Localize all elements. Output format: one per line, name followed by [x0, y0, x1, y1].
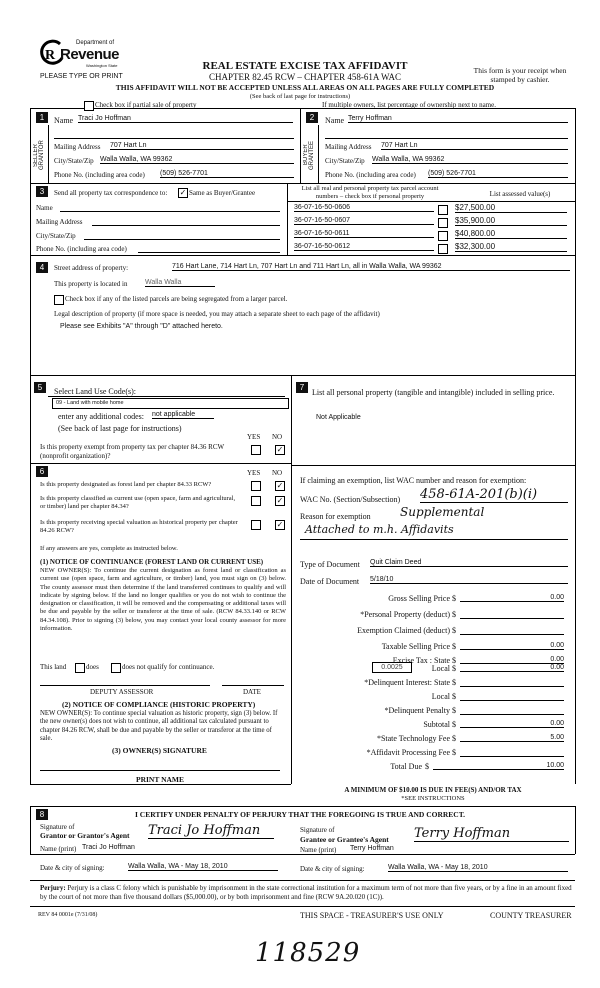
does-not-label: does not qualify for continuance. [122, 663, 215, 671]
does-not-checkbox[interactable] [111, 663, 121, 673]
located-label: This property is located in [54, 280, 128, 288]
same-as-buyer-checkbox[interactable]: ✓ [179, 188, 187, 197]
grantee-sig-of: Signature of [300, 826, 335, 834]
form-chapter: CHAPTER 82.45 RCW – CHAPTER 458-61A WAC [209, 72, 401, 82]
corr-name-label: Name [36, 204, 53, 212]
tax-label: Gross Selling Price [388, 594, 450, 603]
doc-date-label: Date of Document [300, 577, 360, 586]
compliance-text: NEW OWNER(S): To continue special valuation as historic property, sign (3) below. If the new owner(s) does not wish to continue, all additional tax calculated pursuant to chapter 84.26 RCW, shall be due and payable by the seller or transferor at the time of sale. [40, 710, 278, 742]
see-instructions: *SEE INSTRUCTIONS [401, 795, 465, 802]
seller-mailing[interactable]: 707 Hart Ln [110, 142, 294, 150]
reason-label: Reason for exemption [300, 512, 371, 521]
does-checkbox[interactable] [75, 663, 85, 673]
doc-type[interactable]: Quit Claim Deed [370, 559, 568, 567]
tax-value[interactable] [460, 678, 564, 687]
logo-main: Revenue [60, 46, 120, 63]
no-label-6: NO [272, 469, 283, 477]
tax-value[interactable] [460, 706, 564, 715]
exemption-label: If claiming an exemption, list WAC number and reason for exemption: [300, 476, 527, 485]
dollar-sign: $ [452, 720, 456, 729]
tax-label: Exemption Claimed (deduct) [357, 626, 450, 635]
dollar-sign: $ [452, 748, 456, 757]
partial-sale-checkbox[interactable] [84, 101, 94, 111]
grantee-date-city-label: Date & city of signing: [300, 865, 365, 873]
dollar-sign: $ [452, 706, 456, 715]
assessed-value[interactable]: $40,800.00 [455, 229, 567, 239]
continuance-title: (1) NOTICE OF CONTINUANCE (FOREST LAND OR CURRENT USE) [40, 558, 264, 566]
send-correspondence-label: Send all property tax correspondence to: [54, 189, 168, 197]
owner-signature-label: (3) OWNER(S) SIGNATURE [112, 746, 207, 755]
form-title: REAL ESTATE EXCISE TAX AFFIDAVIT [202, 60, 408, 72]
current-use-question: Is this property classified as current use (open space, farm and agricultural, or timber) land per chapter 84.34? [40, 495, 236, 510]
deputy-assessor-label: DEPUTY ASSESSOR [90, 688, 154, 696]
historic-yes-checkbox[interactable] [251, 520, 261, 530]
seller-phone-label: Phone No. (including area code) [54, 171, 145, 179]
grantee-signature[interactable]: Terry Hoffman [414, 826, 569, 842]
personal-property-checkbox[interactable] [438, 205, 448, 215]
seller-city-label: City/State/Zip [54, 157, 94, 165]
value-header: List assessed value(s) [489, 190, 551, 198]
grantor-name-label: Name (print) [40, 845, 77, 853]
forest-no-checkbox[interactable]: ✓ [276, 481, 284, 490]
section-3-number: 3 [36, 186, 48, 197]
tax-value[interactable] [460, 692, 564, 701]
assessed-value[interactable]: $32,300.00 [455, 242, 567, 252]
buyer-phone-label: Phone No. (including area code) [325, 171, 416, 179]
street-label: Street address of property: [54, 264, 129, 272]
dollar-sign: $ [452, 734, 456, 743]
date-label: DATE [243, 688, 261, 696]
dollar-sign: $ [452, 642, 456, 651]
land-use-label: Select Land Use Code(s): [54, 387, 136, 396]
buyer-city[interactable]: Walla Walla, WA 99362 [372, 156, 568, 164]
assessed-value[interactable]: $35,900.00 [455, 216, 567, 226]
forest-question: Is this property designated as forest land per chapter 84.33 RCW? [40, 481, 212, 488]
legal-label: Legal description of property (if more space is needed, you may attach a separate sheet to each page of the affidavit) [54, 310, 380, 318]
dollar-sign: $ [452, 664, 456, 673]
dollar-sign: $ [452, 594, 456, 603]
seller-mailing-label: Mailing Address [54, 143, 101, 151]
does-label: does [86, 663, 99, 671]
assessed-value[interactable]: $27,500.00 [455, 203, 567, 213]
multiple-owners-note: If multiple owners, list percentage of ownership next to name. [322, 101, 496, 109]
seller-city[interactable]: Walla Walla, WA 99362 [100, 156, 294, 164]
perjury-notice [40, 884, 572, 902]
please-type: PLEASE TYPE OR PRINT [40, 73, 123, 80]
dollar-sign: $ [452, 678, 456, 687]
additional-codes-label: enter any additional codes: [58, 412, 144, 421]
treasurer-use-only: THIS SPACE - TREASURER'S USE ONLY [300, 911, 444, 920]
seller-phone[interactable]: (509) 526-7701 [160, 170, 294, 178]
tax-value[interactable] [460, 626, 564, 635]
segregated-label: Check box if any of the listed parcels are being segregated from a larger parcel. [65, 295, 288, 303]
tax-value[interactable]: 0.00 [460, 664, 564, 672]
dollar-sign: $ [425, 762, 429, 771]
county-treasurer: COUNTY TREASURER [490, 911, 572, 920]
tax-value[interactable]: 10.00 [433, 762, 564, 770]
buyer-city-label: City/State/Zip [325, 157, 365, 165]
compliance-title: (2) NOTICE OF COMPLIANCE (HISTORIC PROPERTY) [62, 700, 256, 709]
logo-top: Department of [76, 40, 115, 46]
grantor-date-city[interactable]: Walla Walla, WA - May 18, 2010 [128, 863, 278, 871]
grantor-agent-label: Grantor or Grantor's Agent [40, 831, 130, 840]
tax-label: *State Technology Fee [376, 734, 450, 743]
parcel-number[interactable]: 36-07-16-50-0606 [294, 204, 434, 212]
dollar-sign: $ [452, 626, 456, 635]
tax-label: *Affidavit Processing Fee [366, 748, 450, 757]
corr-mailing-label: Mailing Address [36, 218, 83, 226]
same-as-buyer-label: Same as Buyer/Grantee [189, 189, 256, 197]
personal-property-checkbox[interactable] [438, 218, 448, 228]
parcel-header: List all real and personal property tax parcel account numbers – check box if personal property [301, 185, 439, 200]
tax-label: Subtotal [423, 720, 450, 729]
section-2-number: 2 [306, 112, 318, 123]
form-notice: THIS AFFIDAVIT WILL NOT BE ACCEPTED UNLESS ALL AREAS ON ALL PAGES ARE FULLY COMPLETED [115, 83, 495, 92]
tax-label: Taxable Selling Price [381, 642, 450, 651]
tax-value[interactable]: 0.00 [460, 720, 564, 728]
if-yes-note: If any answers are yes, complete as instructed below. [40, 545, 178, 552]
no-label: NO [272, 433, 283, 441]
reason-line2[interactable]: Attached to m.h. Affidavits [305, 523, 454, 536]
tax-label: *Personal Property (deduct) [360, 610, 450, 619]
wac-number[interactable]: 458-61A-201(b)(i) [420, 487, 568, 503]
buyer-mailing-label: Mailing Address [325, 143, 372, 151]
tax-label: Local [431, 692, 450, 701]
section-7-number: 7 [296, 382, 308, 393]
corr-city-label: City/State/Zip [36, 232, 76, 240]
forest-yes-checkbox[interactable] [251, 481, 261, 491]
tax-value[interactable]: 5.00 [460, 734, 564, 742]
legal-description[interactable]: Please see Exhibits "A" through "D" attached hereto. [60, 323, 223, 330]
perjury-text: Perjury is a class C felony which is punishable by imprisonment in the state correctional institution for a maximum term of not more than five years, or by a fine in an amount fixed by the court of not more than five thousand dollars ($5,000.00), or by both imprisonment and fine (RCW 9A.20.020 (1C)). [40, 884, 572, 901]
buyer-mailing[interactable]: 707 Hart Ln [381, 142, 568, 150]
print-name-label: PRINT NAME [136, 775, 184, 784]
tax-label: Excise Tax : State [392, 656, 450, 665]
seller-name[interactable]: Traci Jo Hoffman [78, 115, 293, 123]
section-6-number: 6 [36, 466, 48, 477]
historic-question: Is this property receiving special valuation as historical property per chapter 84.26 RCW? [40, 519, 238, 534]
section-4-number: 4 [36, 262, 48, 273]
svg-text:R: R [45, 48, 56, 63]
grantor-sig-of: Signature of [40, 823, 75, 831]
form-number: REV 84 0001e (7/31/08) [38, 912, 98, 918]
revenue-logo [38, 38, 128, 68]
current-use-no-checkbox[interactable]: ✓ [276, 496, 284, 505]
wac-label: WAC No. (Section/Subsection) [300, 495, 401, 504]
continuance-text: NEW OWNER(S): To continue the current designation as forest land or classification as current use (open space, farm and agriculture, or timber) land, you must sign on (3) below. The county assessor must then determine if the land transferred continues to qualify and will indicate by signing below. If the land no longer qualifies or you do not wish to continue the designation or classification, it will be removed and the compensating or additional taxes will be due and payable by the seller or transferor at the time of sale. (RCW 84.33.140 or RCW 84.34.108). Prior to signing (3) below, you may contact your local county assessor for more information. [40, 567, 286, 633]
tax-value[interactable]: 0.00 [460, 642, 564, 650]
land-use-see-back: (See back of last page for instructions) [58, 424, 182, 433]
personal-property-value[interactable]: Not Applicable [316, 414, 361, 421]
tax-value[interactable]: 0.00 [460, 656, 564, 664]
personal-property-label: List all personal property (tangible and intangible) included in selling price. [312, 388, 555, 397]
land-use-select[interactable]: 09 - Land with mobile home [52, 398, 289, 409]
buyer-name[interactable]: Terry Hoffman [348, 115, 568, 123]
doc-type-label: Type of Document [300, 560, 360, 569]
additional-codes[interactable]: not applicable [152, 411, 214, 419]
tax-label: *Delinquent Interest: State [364, 678, 450, 687]
dollar-sign: $ [452, 692, 456, 701]
tax-value[interactable]: 0.00 [460, 594, 564, 602]
yes-label-6: YES [247, 469, 261, 477]
personal-property-checkbox[interactable] [438, 231, 448, 241]
local-rate[interactable]: 0.0025 [372, 662, 412, 673]
grantor-name[interactable]: Traci Jo Hoffman [82, 844, 135, 851]
logo-sub: Washington State [86, 63, 118, 68]
parcel-number[interactable]: 36-07-16-50-0607 [294, 217, 434, 225]
grantor-date-city-label: Date & city of signing: [40, 864, 105, 872]
current-use-yes-checkbox[interactable] [251, 496, 261, 506]
section-5-number: 5 [34, 382, 46, 393]
exempt-no-checkbox[interactable]: ✓ [276, 445, 284, 454]
located-county[interactable]: Walla Walla [145, 279, 215, 287]
segregated-checkbox[interactable] [54, 295, 64, 305]
tax-label: Total Due [390, 762, 422, 771]
grantee-agent-label: Grantee or Grantee's Agent [300, 835, 389, 844]
dollar-sign: $ [452, 656, 456, 665]
tax-label: *Delinquent Penalty [384, 706, 450, 715]
tax-value[interactable] [460, 748, 564, 757]
section-1-number: 1 [36, 112, 48, 123]
exempt-yes-checkbox[interactable] [251, 445, 261, 455]
partial-sale-label: Check box if partial sale of property [95, 101, 197, 109]
reason-line1[interactable]: Supplemental [400, 505, 485, 519]
buyer-phone[interactable]: (509) 526-7701 [428, 170, 568, 178]
street-address[interactable]: 716 Hart Lane, 714 Hart Ln, 707 Hart Ln and 711 Hart Ln, all in Walla Walla, WA 99362 [172, 263, 570, 271]
seller-name-label: Name [54, 116, 74, 125]
dollar-sign: $ [452, 610, 456, 619]
doc-date[interactable]: 5/18/10 [370, 576, 568, 584]
this-land-label: This land [40, 663, 67, 671]
exempt-question: Is this property exempt from property tax per chapter 84.36 RCW (nonprofit organization)? [40, 443, 224, 460]
minimum-due: A MINIMUM OF $10.00 IS DUE IN FEE(S) AND/OR TAX [344, 786, 522, 794]
certify-statement: I CERTIFY UNDER PENALTY OF PERJURY THAT THE FOREGOING IS TRUE AND CORRECT. [135, 810, 466, 819]
parcel-number[interactable]: 36-07-16-50-0612 [294, 243, 434, 251]
receipt-note: This form is your receipt when stamped by cashier. [473, 66, 567, 84]
grantee-name[interactable]: Terry Hoffman [350, 845, 394, 852]
tax-label: Local [431, 664, 450, 673]
buyer-side-label: BUYER GRANTEE [303, 140, 315, 170]
tax-value[interactable] [460, 610, 564, 619]
yes-label: YES [247, 433, 261, 441]
historic-no-checkbox[interactable]: ✓ [276, 520, 284, 529]
section-8-number: 8 [36, 809, 48, 820]
see-back: (See back of last page for instructions) [249, 93, 351, 100]
parcel-number[interactable]: 36-07-16-50-0611 [294, 230, 434, 238]
grantee-name-label: Name (print) [300, 846, 337, 854]
personal-property-checkbox[interactable] [438, 244, 448, 254]
seller-side-label: SELLER GRANTOR [33, 140, 45, 170]
handwritten-number: 118529 [255, 938, 361, 968]
grantee-date-city[interactable]: Walla Walla, WA - May 18, 2010 [388, 864, 568, 872]
grantor-signature[interactable]: Traci Jo Hoffman [148, 823, 274, 839]
perjury-label: Perjury: [40, 884, 66, 892]
buyer-name-label: Name [325, 116, 345, 125]
corr-phone-label: Phone No. (including area code) [36, 245, 127, 253]
